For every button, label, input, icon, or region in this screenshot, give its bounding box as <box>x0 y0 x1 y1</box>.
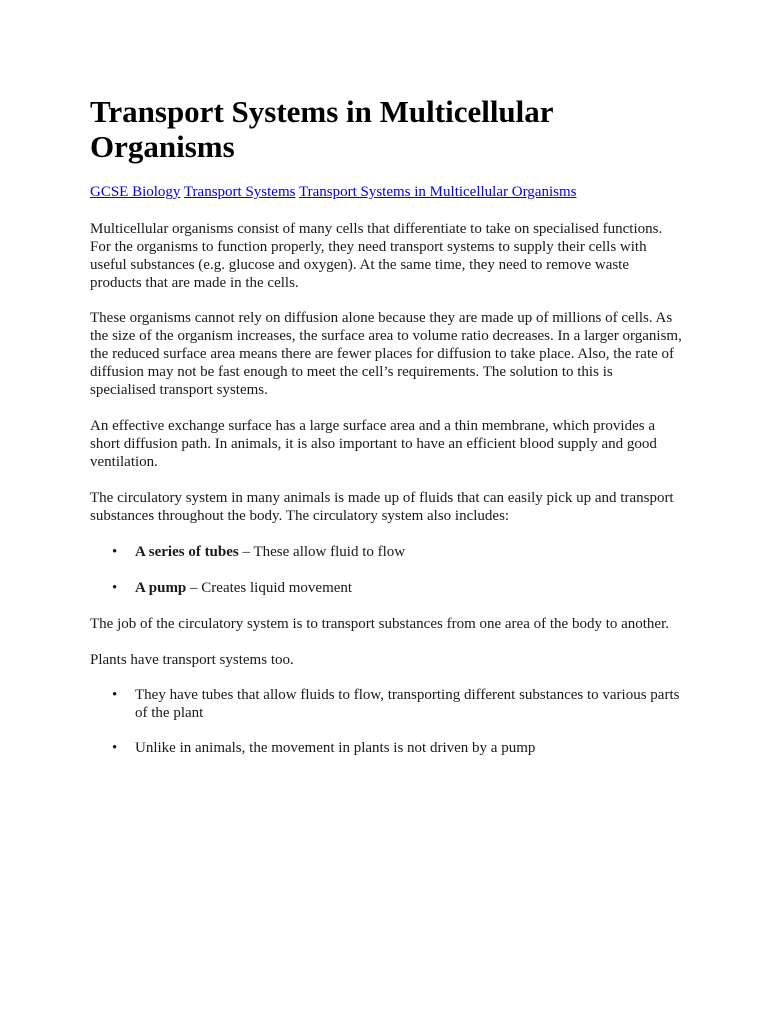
list-item <box>90 739 682 757</box>
list-item-text: – Creates liquid movement <box>186 580 353 596</box>
bullet-icon: • <box>112 544 118 560</box>
article <box>90 94 682 757</box>
paragraph-job: The job of the circulatory system is to transport substances from one area of the body to another. <box>90 616 670 632</box>
breadcrumb-link-gcse-biology[interactable]: GCSE Biology <box>90 184 181 200</box>
list-item-term: A series of tubes <box>135 544 239 560</box>
breadcrumb <box>90 183 682 201</box>
list-item-text: Unlike in animals, the movement in plants is not driven by a pump <box>135 740 536 756</box>
list-item <box>90 686 682 722</box>
paragraph-diffusion: These organisms cannot rely on diffusion alone because they are made up of millions of cells. As the size of the organism increases, the surface area to volume ratio decreases. In a larger organism, the reduced surface area means there are fewer places for diffusion to take place. Also, the rate of diffusion may not be fast enough to meet the cell’s requirements. The solution to this is specialised transport systems. <box>90 310 682 398</box>
bullet-icon: • <box>112 740 118 756</box>
paragraph-intro: Multicellular organisms consist of many cells that differentiate to take on specialised functions. For the organisms to function properly, they need transport systems to supply their cells with useful substances (e.g. glucose and oxygen). At the same time, they need to remove waste products that are made in the cells. <box>90 221 663 291</box>
list-item <box>90 543 682 561</box>
paragraph-exchange-surface: An effective exchange surface has a large surface area and a thin membrane, which provides a short diffusion path. In animals, it is also important to have an efficient blood supply and good ventilation. <box>90 418 657 470</box>
plants-list <box>90 686 682 757</box>
page-title: Transport Systems in Multicellular Organisms <box>90 94 553 164</box>
list-item-text: – These allow fluid to flow <box>238 544 406 560</box>
breadcrumb-link-current-page[interactable]: Transport Systems in Multicellular Organisms <box>298 184 577 200</box>
list-item-text: They have tubes that allow fluids to flow, transporting different substances to various parts of the plant <box>135 687 680 721</box>
bullet-icon: • <box>112 580 118 596</box>
list-item-term: A pump <box>135 580 187 596</box>
breadcrumb-link-transport-systems[interactable]: Transport Systems <box>183 184 296 200</box>
list-item <box>90 579 682 597</box>
circulatory-list <box>90 543 682 597</box>
bullet-icon: • <box>112 687 118 703</box>
paragraph-circulatory-system: The circulatory system in many animals is made up of fluids that can easily pick up and transport substances throughout the body. The circulatory system also includes: <box>90 490 674 524</box>
paragraph-plants: Plants have transport systems too. <box>90 652 294 668</box>
